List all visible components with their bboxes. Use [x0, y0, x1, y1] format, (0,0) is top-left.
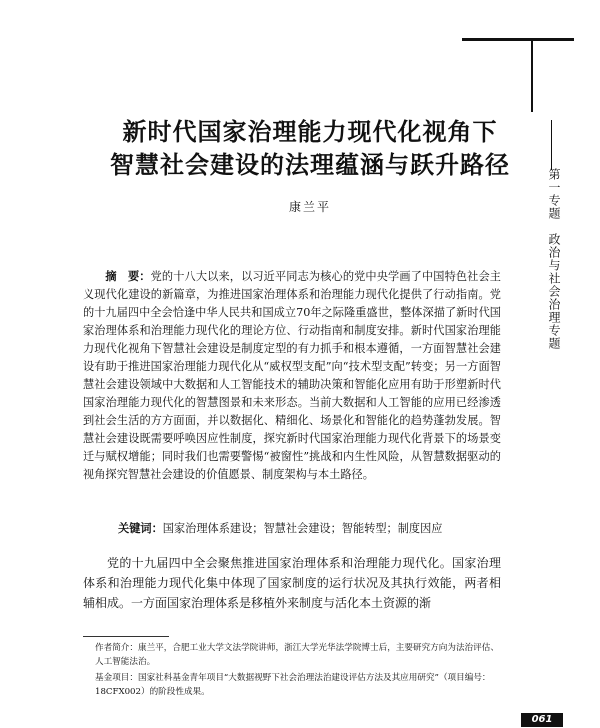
side-divider — [551, 120, 552, 170]
footnote-funding: 基金项目：国家社科基金青年项目“大数据视野下社会治理法治建设评估方法及其应用研究”（项目编号：18CFX002）的阶段性成果。 — [95, 673, 491, 697]
body-paragraph: 党的十九届四中全会聚焦推进国家治理体系和治理能力现代化。国家治理体系和治理能力现代化集中体现了国家制度的运行状况及其执行效能，两者相辅相成。一方面国家治理体系是移植外来制度与活化本土资源的渐 — [83, 556, 501, 610]
footnote-divider — [83, 636, 169, 637]
abstract-label: 摘 要： — [105, 270, 151, 283]
corner-mark-vertical — [531, 38, 533, 112]
page-number: 061 — [521, 713, 563, 727]
abstract — [83, 268, 501, 484]
abstract-text: 党的十八大以来，以习近平同志为核心的党中央学画了中国特色社会主义现代化建设的新篇章，为推进国家治理体系和治理能力现代化提供了行动指南。党的十九届四中全会恰逢中华人民共和国成立70年之际隆重盛世，整体深描了新时代国家治理体系和治理能力现代化的理论方位、行动指南和制度安排。新时代国家治理能力现代化视角下智慧社会建设是制度定型的有力抓手和根本遵循，一方面智慧社会建设有助于推进国家治理能力现代化从“威权型支配”向“技术型支配”转变；另一方面智慧社会建设领域中大数据和人工智能技术的辅助决策和智能化应用有助于形塑新时代国家治理能力现代化的智慧图景和未来形态。当前大数据和人工智能的应用已经渗透到社会生活的方方面面，并以数据化、精细化、场景化和智能化的趋势蓬勃发展。智慧社会建设既需要呼唤因应性制度，探究新时代国家治理能力现代化背景下的场景变迁与赋权增能；同时我们也需要警惕“被窗性”挑战和内生性风险，从智慧数据驱动的视角探究智慧社会建设的价值愿景、制度架构与本土路径。 — [83, 270, 501, 481]
article-title-line-2: 智慧社会建设的法理蕴涵与跃升路径 — [110, 151, 510, 179]
author-name: 康兰平 — [288, 200, 331, 214]
footnote-author-bio: 作者简介：康兰平，合肥工业大学文法学院讲师，浙江大学光华法学院博士后，主要研究方向为法治评估、人工智能法治。 — [95, 643, 499, 667]
corner-mark — [462, 38, 574, 41]
keywords-text: 国家治理体系建设；智慧社会建设；智能转型；制度因应 — [162, 522, 443, 535]
article-title-line-1: 新时代国家治理能力现代化视角下 — [122, 118, 498, 146]
section-side-label: 第一专题 政治与社会治理专题 — [547, 168, 561, 350]
keywords — [118, 520, 501, 538]
keywords-label: 关键词： — [118, 522, 163, 535]
